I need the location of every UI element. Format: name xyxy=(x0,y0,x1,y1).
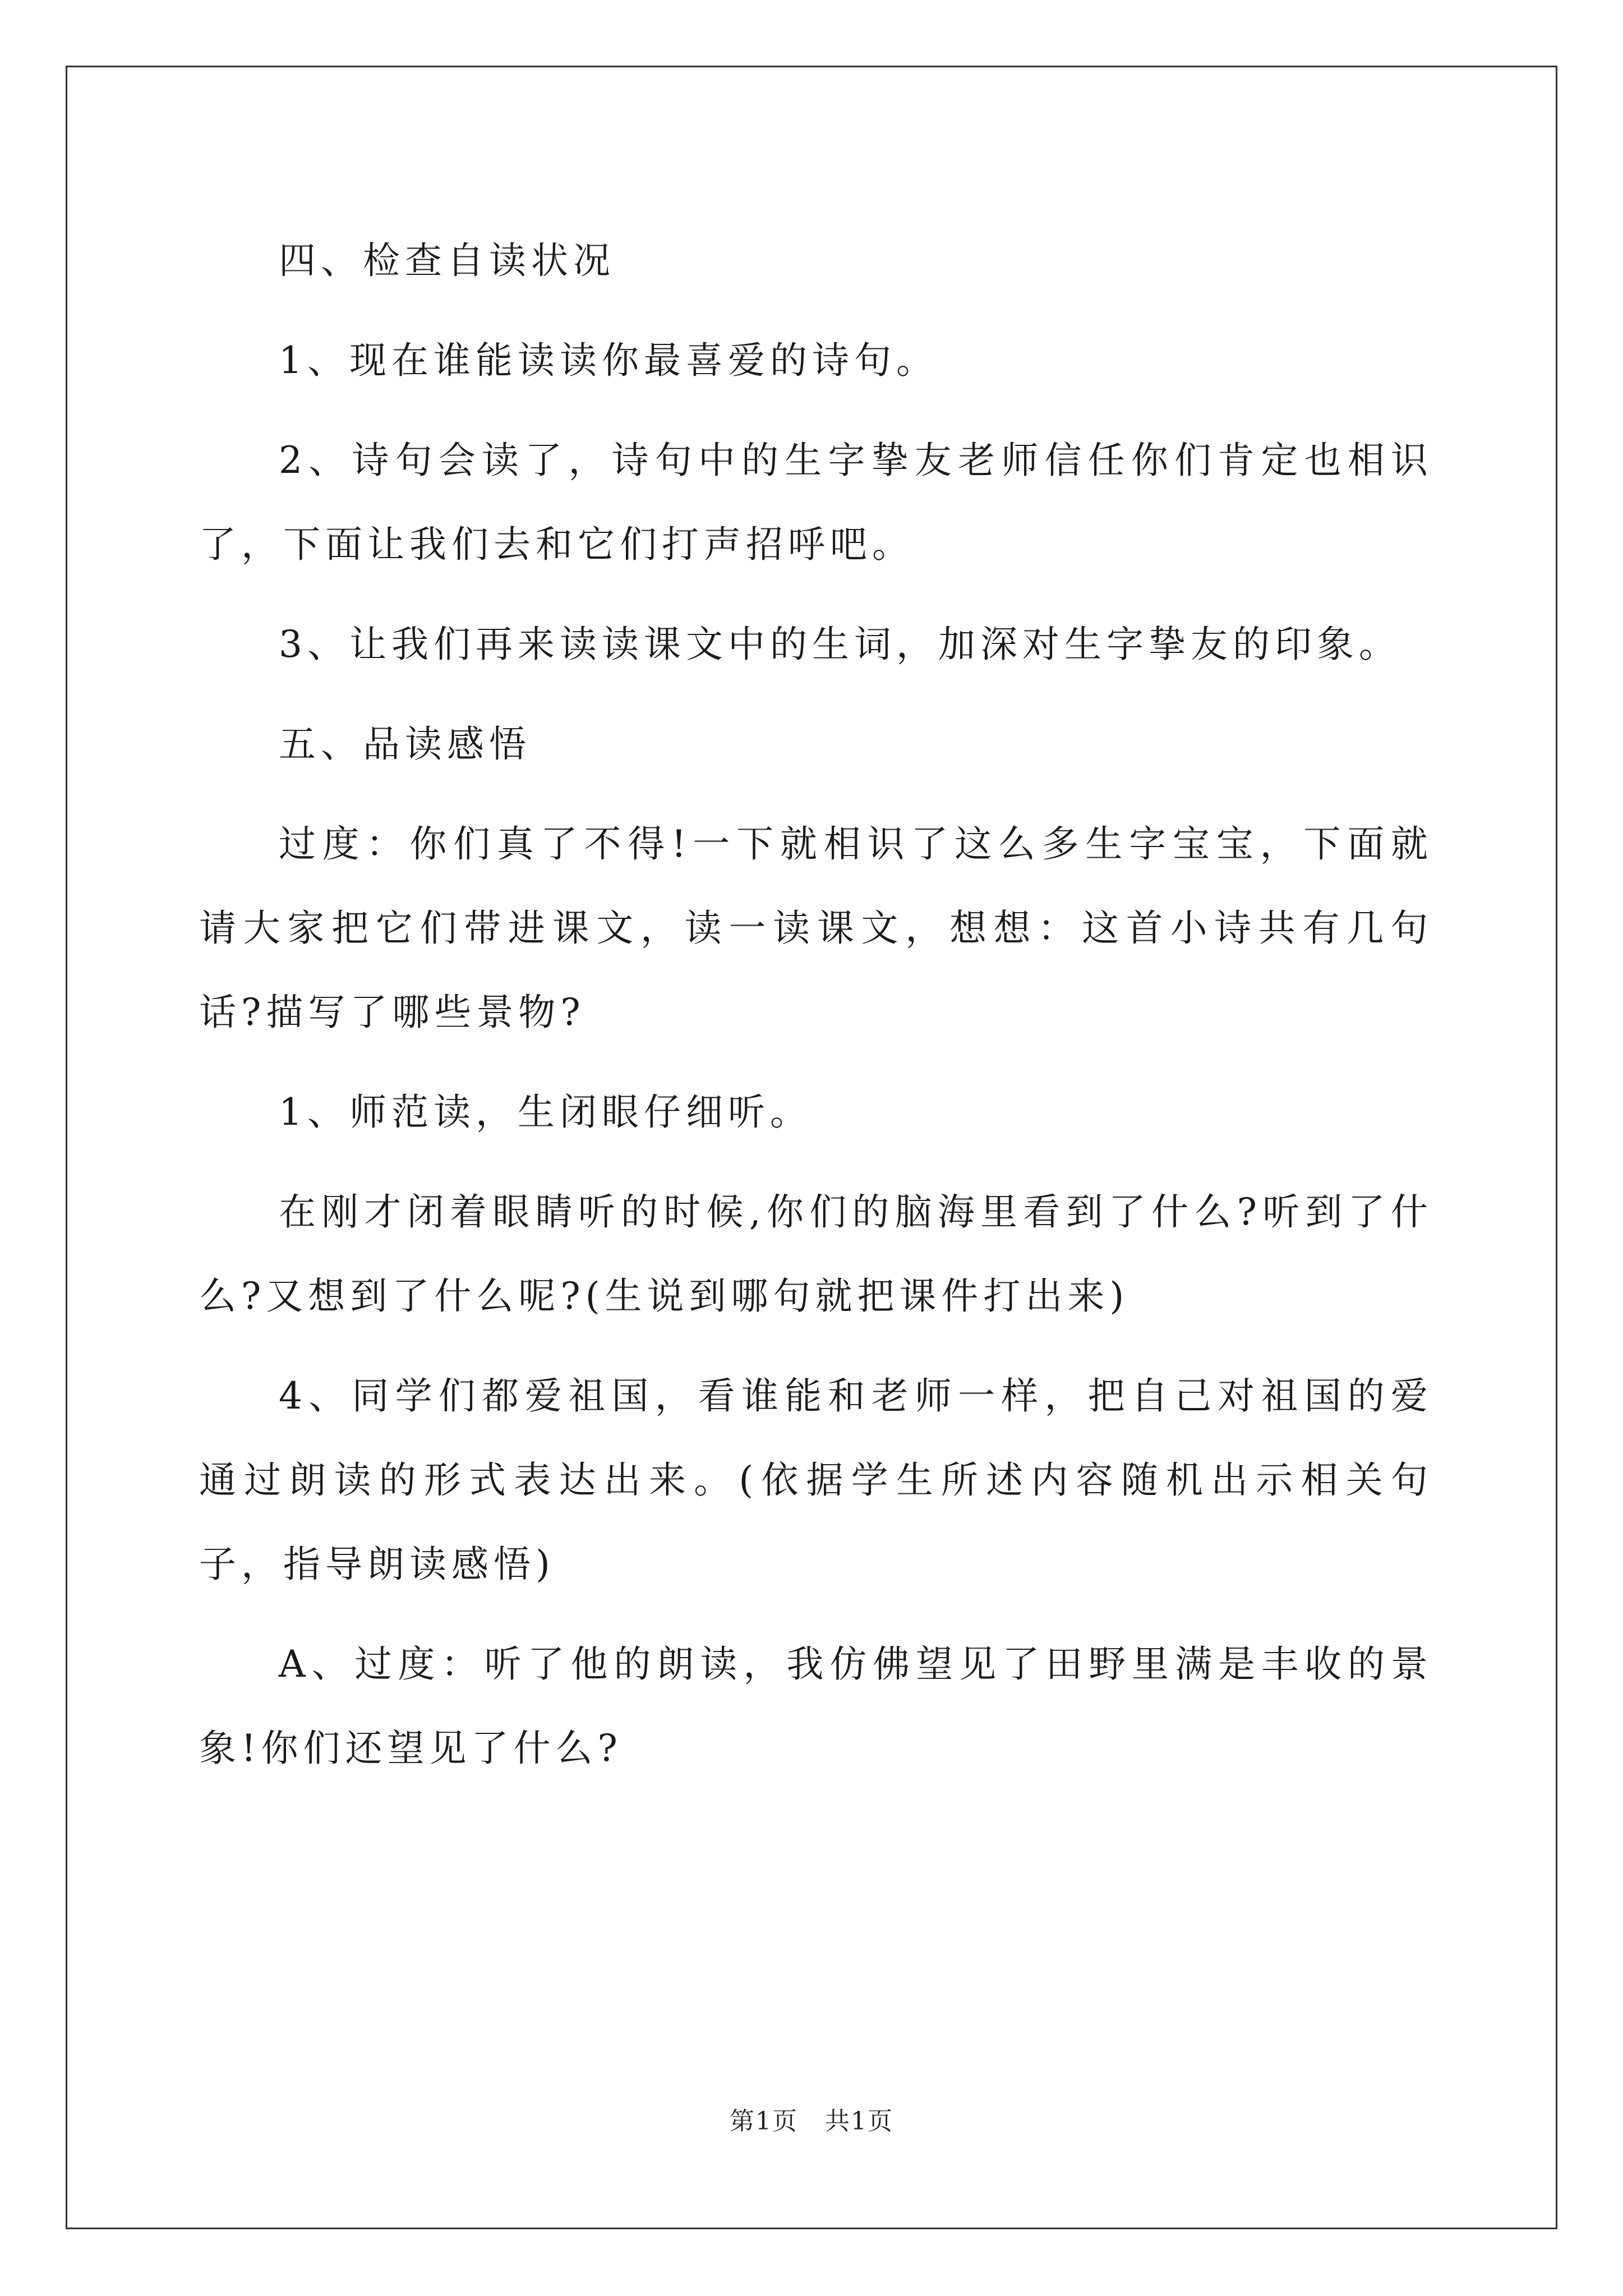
paragraph: 过度：你们真了不得!一下就相识了这么多生字宝宝，下面就请大家把它们带进课文，读一读课文，想想：这首小诗共有几句话?描写了哪些景物? xyxy=(199,822,1433,1034)
paragraph: A、过度：听了他的朗读，我仿佛望见了田野里满是丰收的景象!你们还望见了什么? xyxy=(199,1642,1433,1770)
section-heading-reading-insight: 五、品读感悟 xyxy=(279,723,531,766)
page-number-current: 第1页 xyxy=(730,2107,798,2136)
paragraph: 1、现在谁能读读你最喜爱的诗句。 xyxy=(279,339,938,382)
section-heading-check-reading: 四、检查自读状况 xyxy=(279,239,615,282)
paragraph: 在刚才闭着眼睛听的时候,你们的脑海里看到了什么?听到了什么?又想到了什么呢?(生说到哪句就把课件打出来) xyxy=(199,1190,1433,1318)
paragraph: 1、师范读，生闭眼仔细听。 xyxy=(279,1091,812,1134)
document-body xyxy=(199,219,1433,1806)
paragraph: 3、让我们再来读读课文中的生词，加深对生字挚友的印象。 xyxy=(279,623,1401,666)
page-footer xyxy=(0,2101,1623,2137)
paragraph: 4、同学们都爱祖国，看谁能和老师一样，把自己对祖国的爱通过朗读的形式表达出来。(依据学生所述内容随机出示相关句子，指导朗读感悟) xyxy=(199,1374,1433,1586)
page-number-total: 共1页 xyxy=(825,2107,893,2136)
paragraph: 2、诗句会读了，诗句中的生字挚友老师信任你们肯定也相识了，下面让我们去和它们打声招呼吧。 xyxy=(199,439,1433,566)
